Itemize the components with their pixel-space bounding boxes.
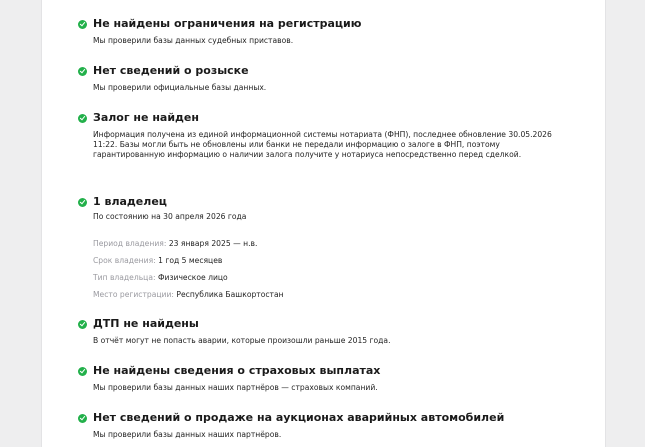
report-card (41, 0, 606, 447)
check-circle-icon (78, 414, 87, 423)
detail-label: Тип владельца: (93, 273, 156, 282)
check-title: Не найдены сведения о страховых выплатах (93, 364, 381, 377)
check-description: Мы проверили базы данных наших партнёров — страховых компаний. (93, 383, 378, 392)
check-description: Мы проверили официальные базы данных. (93, 83, 267, 92)
detail-value: Республика Башкортостан (176, 290, 284, 299)
owner-detail-registration (93, 290, 284, 300)
check-description: В отчёт могут не попасть аварии, которые произошли раньше 2015 года. (93, 336, 391, 345)
check-title: Залог не найден (93, 111, 199, 124)
check-circle-icon (78, 198, 87, 207)
check-circle-icon (78, 67, 87, 76)
detail-value: 1 год 5 месяцев (158, 256, 223, 265)
detail-label: Срок владения: (93, 256, 156, 265)
check-circle-icon (78, 320, 87, 329)
detail-label: Период владения: (93, 239, 167, 248)
check-title: Нет сведений о розыске (93, 64, 249, 77)
owner-detail-type (93, 273, 228, 283)
check-title: ДТП не найдены (93, 317, 199, 330)
check-title: Не найдены ограничения на регистрацию (93, 17, 362, 30)
check-description: По состоянию на 30 апреля 2026 года (93, 212, 247, 221)
check-title: Нет сведений о продаже на аукционах аварийных автомобилей (93, 411, 505, 424)
check-circle-icon (78, 367, 87, 376)
owner-detail-period (93, 239, 257, 249)
check-description: Мы проверили базы данных судебных приставов. (93, 36, 294, 45)
check-circle-icon (78, 114, 87, 123)
check-description: Мы проверили базы данных наших партнёров. (93, 430, 282, 439)
check-title: 1 владелец (93, 195, 167, 208)
detail-value: Физическое лицо (158, 273, 228, 282)
owner-detail-duration (93, 256, 222, 266)
detail-label: Место регистрации: (93, 290, 174, 299)
check-description: Информация получена из единой информационной системы нотариата (ФНП), последнее обновление 30.05.2026 11:22. Базы могли быть не обновлены или банки не передали информацию о залоге в ФНП, поэтому гарантированную информацию о наличии залога получите у нотариуса непосредственно перед сделкой. (93, 130, 552, 159)
check-circle-icon (78, 20, 87, 29)
detail-value: 23 января 2025 — н.в. (168, 239, 258, 248)
